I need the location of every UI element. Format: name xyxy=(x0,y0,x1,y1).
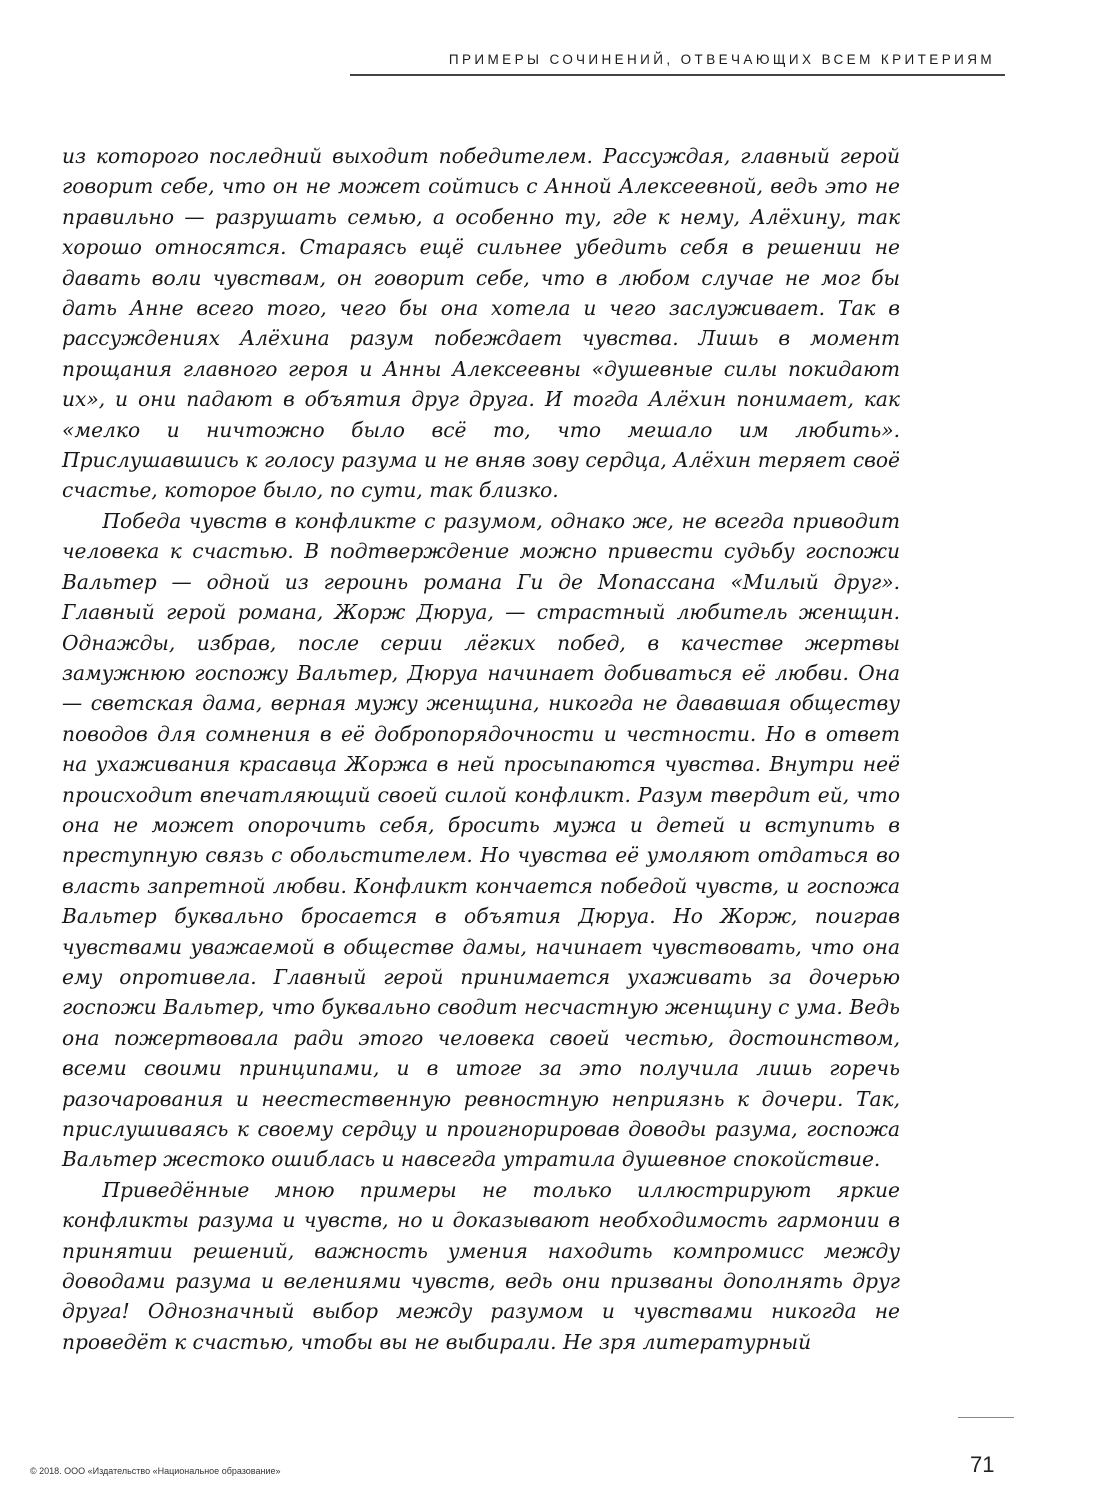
copyright-notice: © 2018. ООО «Издательство «Национальное образование» xyxy=(30,1466,281,1476)
paragraph-3: Приведённые мною примеры не только иллюстрируют яркие конфликты разума и чувств, но и доказывают необходимость гармонии в принятии решений, важность умения находить компромисс между доводами разума и велениями чувств, ведь они призваны дополнять друг друга! Однозначный выбор между разумом и чувствами никогда не проведёт к счастью, чтобы вы не выбирали. Не зря литературный xyxy=(62,1177,900,1354)
header-divider xyxy=(350,74,1005,76)
footer-divider xyxy=(958,1417,1014,1418)
essay-body xyxy=(62,141,900,1357)
paragraph-1: из которого последний выходит победителем. Рассуждая, главный герой говорит себе, что он не может сойтись с Анной Алексеевной, ведь это не правильно — разрушать семью, а особенно ту, где к нему, Алёхину, так хорошо относятся. Стараясь ещё сильнее убедить себя в решении не давать воли чувствам, он говорит себе, что в любом случае не мог бы дать Анне всего того, чего бы она хотела и чего заслуживает. Так в рассуждениях Алёхина разум побеждает чувства. Лишь в момент прощания главного героя и Анны Алексеевны «душевные силы покидают их», и они падают в объятия друг друга. И тогда Алёхин понимает, как «мелко и ничтожно было всё то, что мешало им любить». Прислушавшись к голосу разума и не вняв зову сердца, Алёхин теряет своё счастье, которое было, по сути, так близко. xyxy=(62,144,900,503)
running-header xyxy=(350,48,1005,78)
paragraph-2: Победа чувств в конфликте с разумом, однако же, не всегда приводит человека к счастью. В подтверждение можно привести судьбу госпожи Вальтер — одной из героинь романа Ги де Мопассана «Милый друг». Главный герой романа, Жорж Дюруа, — страстный любитель женщин. Однажды, избрав, после серии лёгких побед, в качестве жертвы замужнюю госпожу Вальтер, Дюруа начинает добиваться её любви. Она — светская дама, верная мужу женщина, никогда не дававшая обществу поводов для сомнения в её добропорядочности и честности. Но в ответ на ухаживания красавца Жоржа в ней просыпаются чувства. Внутри неё происходит впечатляющий своей силой конфликт. Разум твердит ей, что она не может опорочить себя, бросить мужа и детей и вступить в преступную связь с обольстителем. Но чувства её умоляют отдаться во власть запретной любви. Конфликт кончается победой чувств, и госпожа Вальтер буквально бросается в объятия Дюруа. Но Жорж, поиграв чувствами уважаемой в обществе дамы, начинает чувствовать, что она ему опротивела. Главный герой принимается ухаживать за дочерью госпожи Вальтер, что буквально сводит несчастную женщину с ума. Ведь она пожертвовала ради этого человека своей честью, достоинством, всеми своими принципами, и в итоге за это получила лишь горечь разочарования и неестественную ревностную неприязнь к дочери. Так, прислушиваясь к своему сердцу и проигнорировав доводы разума, госпожа Вальтер жестоко ошиблась и навсегда утратила душевное спокойствие. xyxy=(62,508,900,1172)
page-number: 71 xyxy=(970,1452,995,1477)
running-header-title: ПРИМЕРЫ СОЧИНЕНИЙ, ОТВЕЧАЮЩИХ ВСЕМ КРИТЕРИЯМ xyxy=(448,52,995,67)
